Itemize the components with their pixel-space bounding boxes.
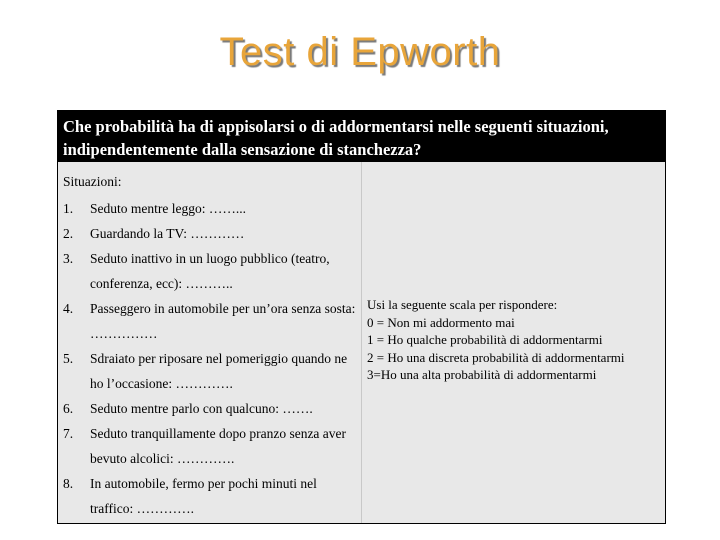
list-item bbox=[63, 246, 361, 296]
scale-cell bbox=[362, 162, 665, 523]
list-item bbox=[63, 221, 361, 246]
scale-item-3: 3=Ho una alta probabilità di addormentarmi bbox=[367, 367, 597, 382]
item-number: 1. bbox=[63, 201, 74, 216]
item-text: Seduto tranquillamente dopo pranzo senza aver bevuto alcolici: …………. bbox=[90, 426, 347, 466]
list-item bbox=[63, 196, 361, 221]
item-number: 6. bbox=[63, 401, 74, 416]
table-header: Che probabilità ha di appisolarsi o di addormentarsi nelle seguenti situazioni, indipendentemente dalla sensazione di stanchezza? bbox=[58, 111, 665, 162]
item-number: 8. bbox=[63, 476, 74, 491]
situations-cell bbox=[58, 162, 362, 523]
item-number: 4. bbox=[63, 301, 74, 316]
slide-title: Test di Epworth bbox=[219, 30, 501, 74]
scale-item-2: 2 = Ho una discreta probabilità di addormentarmi bbox=[367, 349, 625, 365]
item-text: Sdraiato per riposare nel pomeriggio quando ne ho l’occasione: …………. bbox=[90, 351, 348, 391]
item-text: Seduto mentre parlo con qualcuno: ……. bbox=[90, 401, 313, 416]
item-text: Seduto inattivo in un luogo pubblico (teatro, conferenza, ecc): ……….. bbox=[90, 251, 330, 291]
item-number: 2. bbox=[63, 226, 74, 241]
item-text: Passeggero in automobile per un’ora senza sosta: …………… bbox=[90, 301, 356, 341]
epworth-table bbox=[57, 110, 666, 524]
item-text: Guardando la TV: ………… bbox=[90, 226, 245, 241]
list-item bbox=[63, 396, 361, 421]
item-number: 7. bbox=[63, 426, 74, 441]
list-item bbox=[63, 346, 361, 396]
situations-list bbox=[63, 196, 361, 521]
situations-label: Situazioni: bbox=[63, 174, 122, 189]
scale-item-0: 0 = Non mi addormento mai bbox=[367, 314, 515, 330]
list-item bbox=[63, 471, 361, 521]
list-item bbox=[63, 296, 361, 346]
item-number: 5. bbox=[63, 351, 74, 366]
scale-item-1: 1 = Ho qualche probabilità di addormentarmi bbox=[367, 332, 603, 347]
list-item bbox=[63, 421, 361, 471]
item-text: In automobile, fermo per pochi minuti nel traffico: …………. bbox=[90, 476, 317, 516]
scale-intro: Usi la seguente scala per rispondere: bbox=[367, 297, 558, 312]
item-number: 3. bbox=[63, 251, 74, 266]
item-text: Seduto mentre leggo: ……... bbox=[90, 201, 246, 216]
